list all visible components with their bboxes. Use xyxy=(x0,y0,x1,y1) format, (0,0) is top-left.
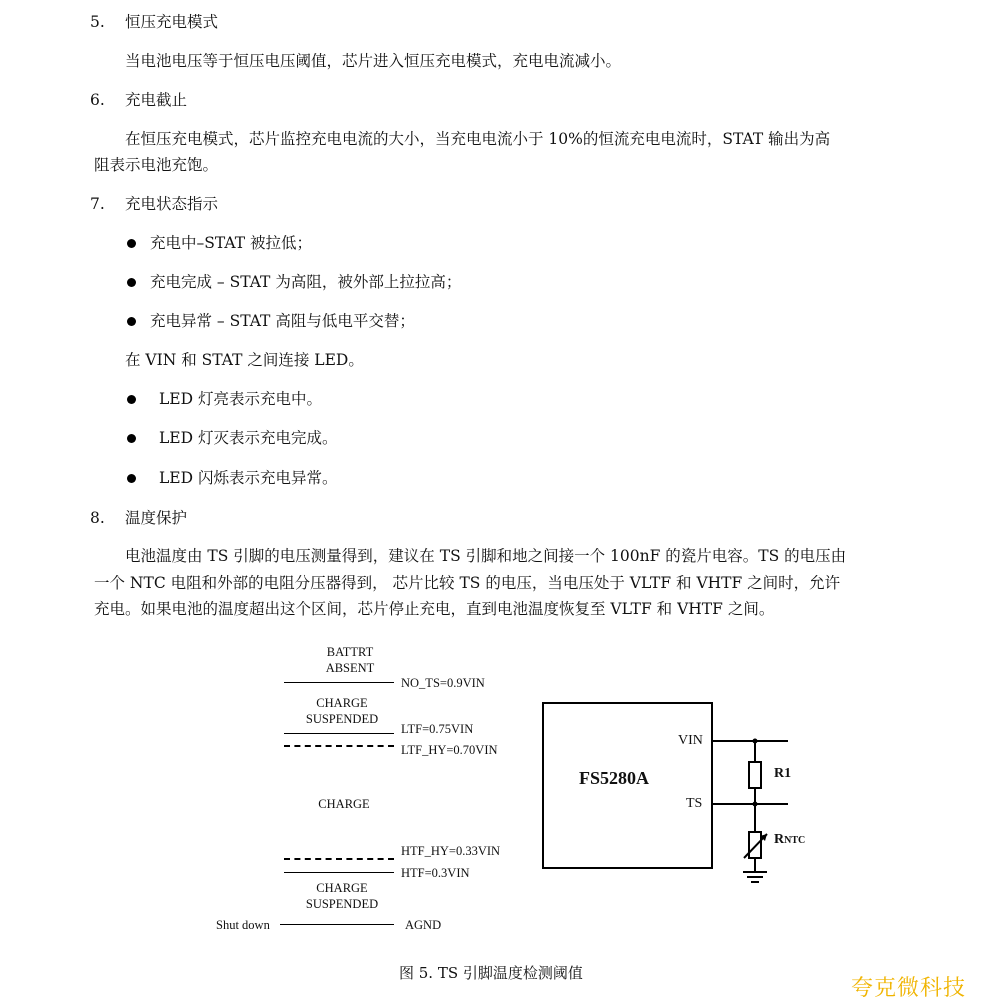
section-number: 6. xyxy=(90,91,105,109)
resistor-ntc-label-sub: NTC xyxy=(784,835,806,846)
pin-vin-label: VIN xyxy=(678,733,703,748)
list-item: LED 闪烁表示充电异常。 xyxy=(159,469,338,487)
label-charge-suspended-bottom-line1: CHARGE xyxy=(316,881,368,895)
label-no-ts: NO_TS=0.9VIN xyxy=(401,676,485,690)
label-htf-hy: HTF_HY=0.33VIN xyxy=(401,844,501,858)
paragraph: 当电池电压等于恒压电压阈值，芯片进入恒压充电模式，充电电流减小。 xyxy=(125,52,622,70)
resistor-r1-label: R1 xyxy=(774,766,792,781)
paragraph-line: 一个 NTC 电阻和外部的电阻分压器得到， 芯片比较 TS 的电压，当电压处于 VLTF 和 VHTF 之间时，允许 xyxy=(94,574,841,592)
label-shutdown: Shut down xyxy=(216,918,270,932)
threshold-line-no-ts xyxy=(284,682,394,683)
section-number: 7. xyxy=(90,195,105,213)
section-number: 5. xyxy=(90,13,105,31)
resistor-ntc-label-main: R xyxy=(774,832,785,847)
label-ltf: LTF=0.75VIN xyxy=(401,722,474,736)
bullet-dot xyxy=(127,395,136,404)
list-item: LED 灯亮表示充电中。 xyxy=(159,390,322,408)
bullet-dot xyxy=(127,317,136,326)
paragraph: 在 VIN 和 STAT 之间连接 LED。 xyxy=(125,351,364,369)
paragraph-line: 在恒压充电模式，芯片监控充电电流的大小，当充电电流小于 10%的恒流充电电流时，STAT 输出为高 xyxy=(125,130,831,148)
pin-ts-label: TS xyxy=(686,796,703,811)
bullet-dot xyxy=(127,474,136,483)
list-item: 充电异常 – STAT 高阻与低电平交替； xyxy=(150,312,415,330)
section-title: 温度保护 xyxy=(125,509,188,527)
label-agnd: AGND xyxy=(405,918,442,932)
label-battery-absent-line1: BATTRT xyxy=(326,645,374,659)
threshold-line-agnd xyxy=(280,924,394,925)
section-title: 充电状态指示 xyxy=(125,195,219,213)
label-charge-suspended-top-line1: CHARGE xyxy=(316,696,368,710)
resistor-ntc-label xyxy=(774,832,805,848)
threshold-line-htf xyxy=(284,872,394,873)
paragraph-line: 充电。如果电池的温度超出这个区间，芯片停止充电，直到电池温度恢复至 VLTF 和 VHTF 之间。 xyxy=(94,600,775,618)
section-number: 8. xyxy=(90,509,105,527)
label-ltf-hy: LTF_HY=0.70VIN xyxy=(401,743,498,757)
label-charge: CHARGE xyxy=(318,797,370,811)
bullet-dot xyxy=(127,239,136,248)
label-charge-suspended-top-line2: SUSPENDED xyxy=(305,712,379,726)
label-battery-absent-line2: ABSENT xyxy=(325,661,375,675)
chip-name: FS5280A xyxy=(579,768,650,788)
figure-caption: 图 5. TS 引脚温度检测阈值 xyxy=(399,964,583,982)
paragraph-line: 电池温度由 TS 引脚的电压测量得到，建议在 TS 引脚和地之间接一个 100nF 的瓷片电容。TS 的电压由 xyxy=(125,547,847,565)
section-title: 恒压充电模式 xyxy=(125,13,219,31)
threshold-line-ltf-hy xyxy=(284,745,394,747)
threshold-line-htf-hy xyxy=(284,858,394,860)
watermark-text: 夸克微科技 xyxy=(851,976,967,1001)
list-item: 充电完成 – STAT 为高阻，被外部上拉拉高； xyxy=(150,273,462,291)
label-htf: HTF=0.3VIN xyxy=(401,866,470,880)
list-item: LED 灯灭表示充电完成。 xyxy=(159,429,338,447)
bullet-dot xyxy=(127,278,136,287)
section-title: 充电截止 xyxy=(125,91,188,109)
bullet-dot xyxy=(127,434,136,443)
threshold-line-ltf xyxy=(284,733,394,734)
paragraph-line: 阻表示电池充饱。 xyxy=(94,156,219,174)
label-charge-suspended-bottom-line2: SUSPENDED xyxy=(305,897,379,911)
list-item: 充电中–STAT 被拉低； xyxy=(150,234,312,252)
